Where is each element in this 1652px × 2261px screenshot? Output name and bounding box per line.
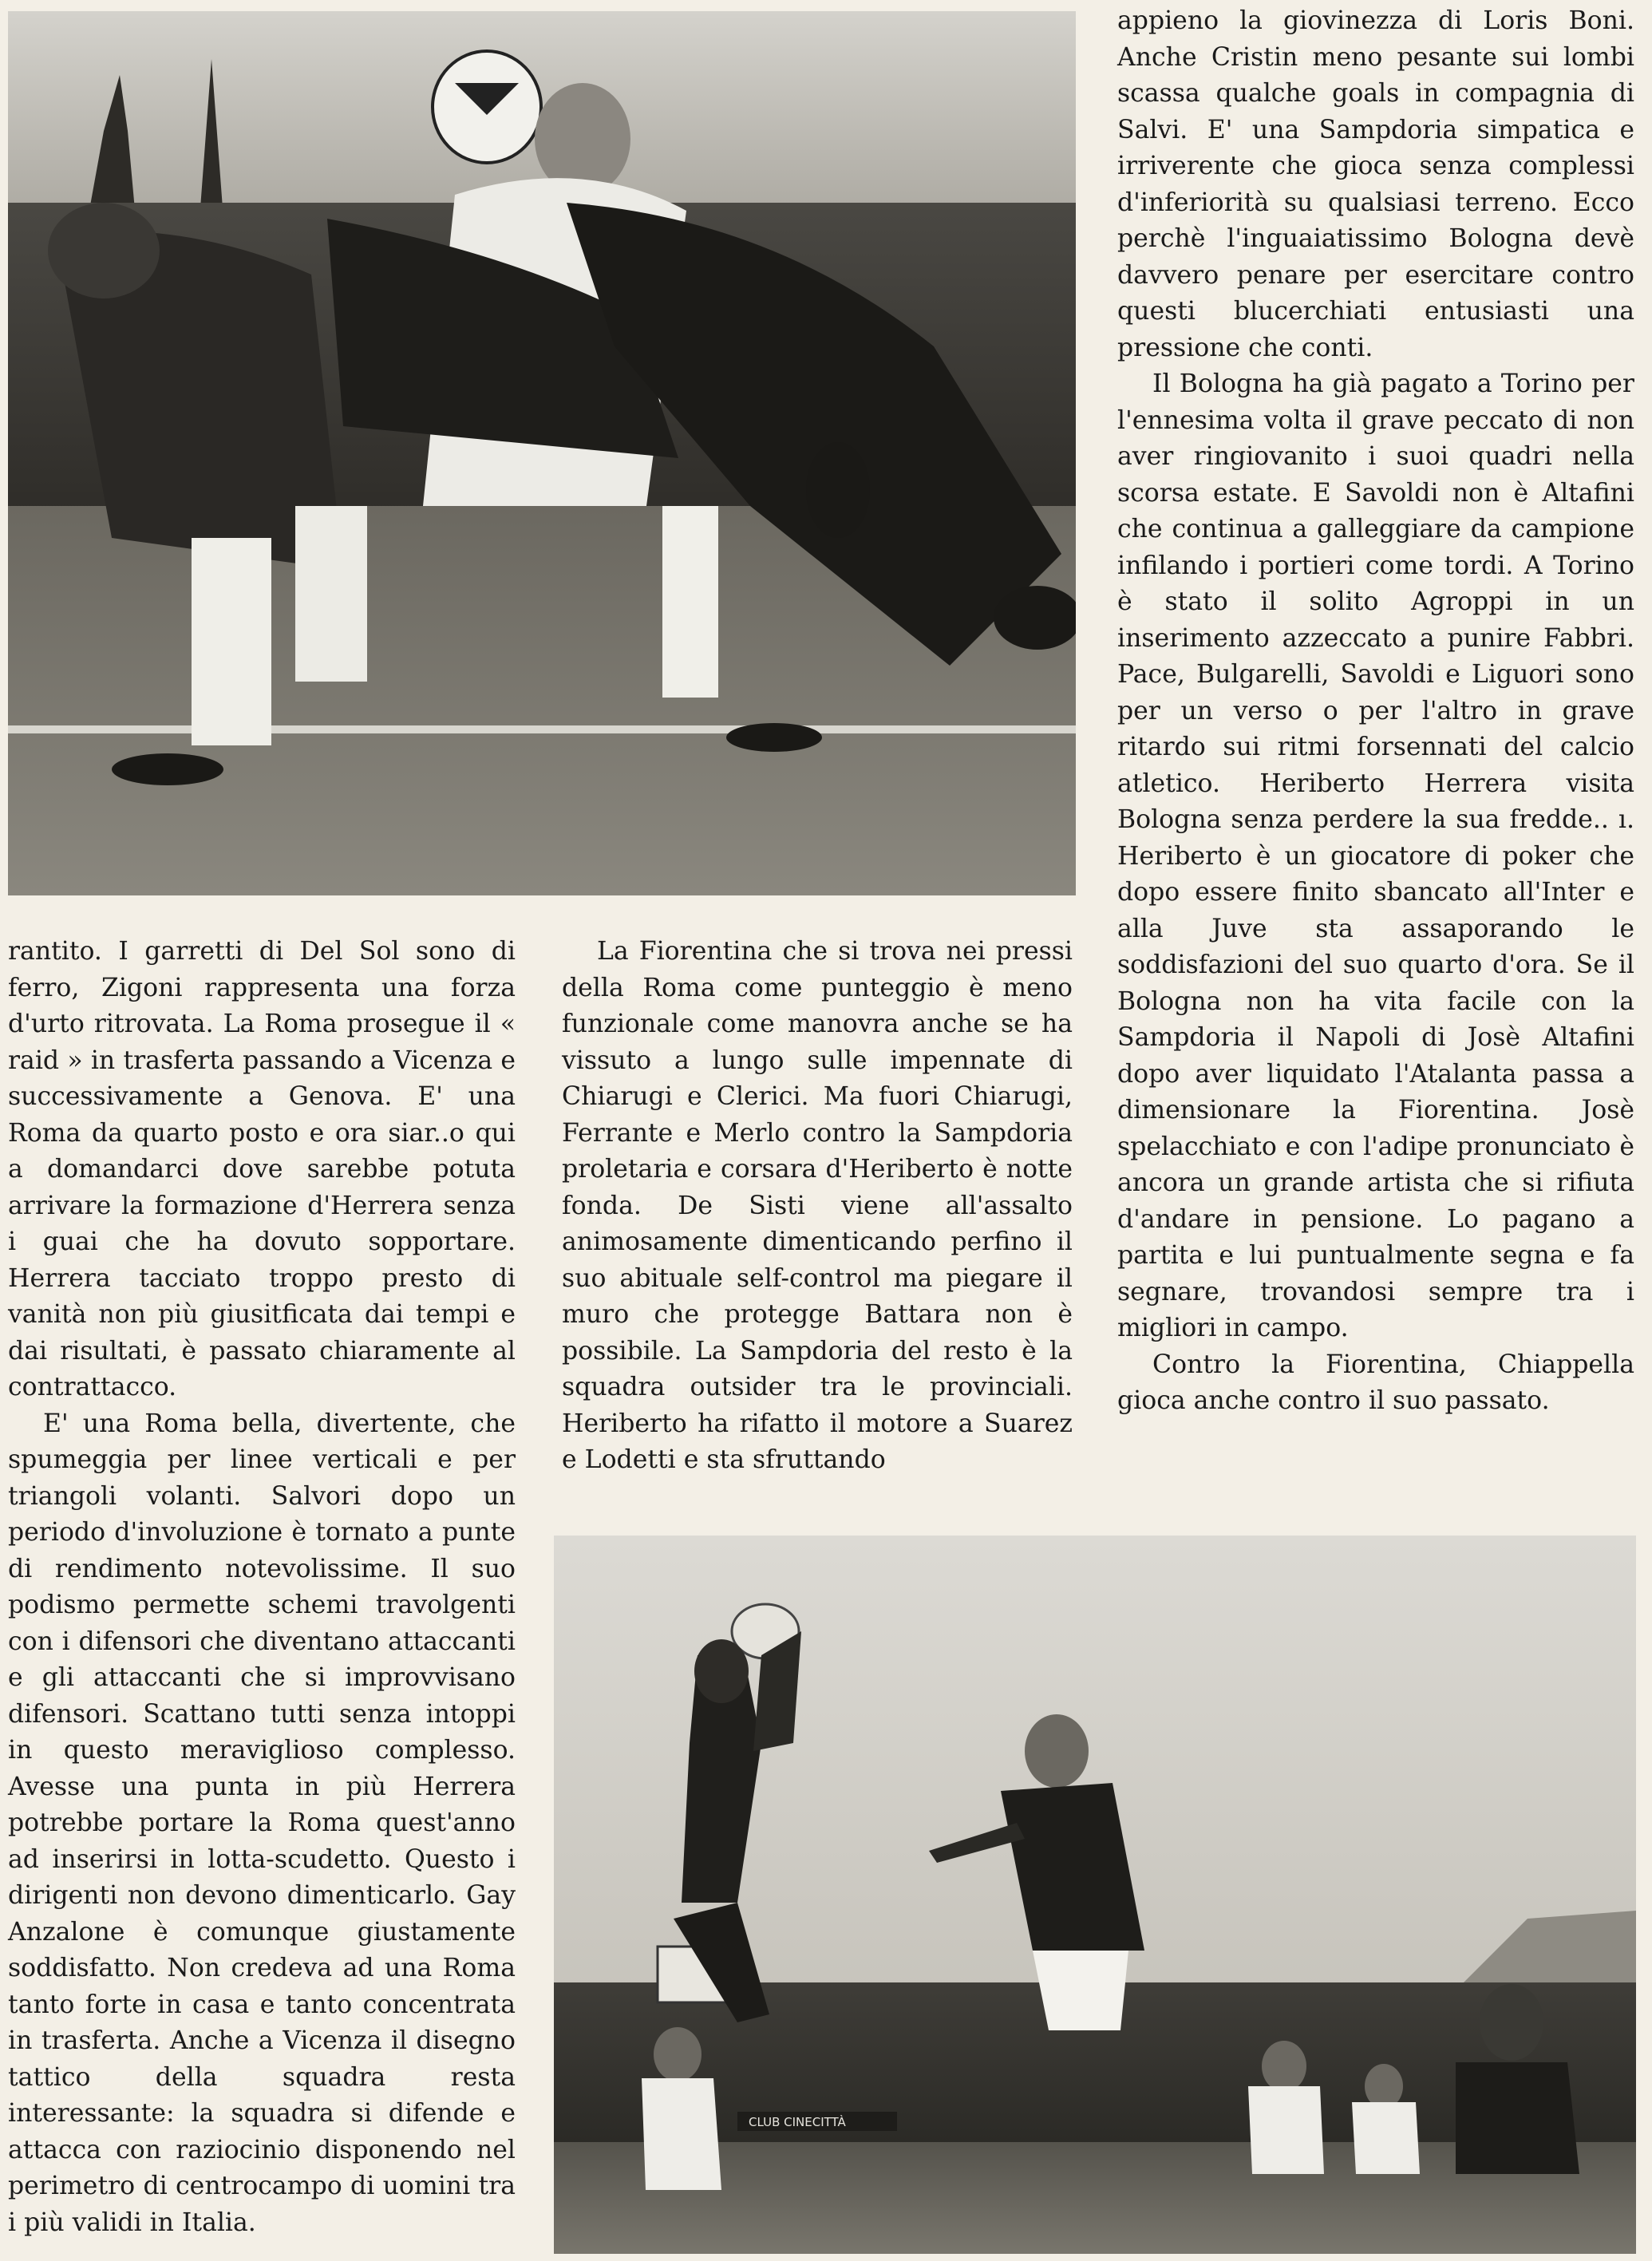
paragraph: appieno la giovinezza di Loris Boni. Anche Cristin meno pesante sui lombi scassa qualche goals in compagnia di Salvi. E' una Sampdoria simpatica e irriverente che gioca senza complessi d'inferiorità su qualsiasi terreno. Ecco perchè l'inguaiatissimo Bologna devè davvero penare per esercitare contro questi blucerchiati entusiasti una pressione che conti. [1117,6,1634,362]
top-left-photo [8,11,1076,895]
paragraph: E' una Roma bella, divertente, che spumeggia per linee verticali e per triangoli volanti. Salvori dopo un periodo d'involuzione è tornato a punte di rendimento notevolissime. Il suo podismo permette schemi travolgenti con i difensori che diventano attaccanti e gli attaccanti che si improvvisano difensori. Scattano tutti senza intoppi in questo meraviglioso complesso. Avesse una punta in più Herrera potrebbe portare la Roma quest'anno ad inserirsi in lotta-scudetto. Questo i dirigenti non devono dimenticarlo. Gay Anzalone è comunque giustamente soddisfatto. Non credeva ad una Roma tanto forte in casa e tanto concentrata in trasferta. Anche a Vicenza il disegno tattico della squadra resta interessante: la squadra si difende e attacca con raziocinio disponendo nel perimetro di centrocampo di uomini tra i più validi in Italia. [8,1409,516,2237]
paragraph: Contro la Fiorentina, Chiappella gioca anche contro il suo passato. [1117,1350,1634,1415]
goalkeeper-catch-photo [554,1536,1636,2254]
paragraph: rantito. I garretti di Del Sol sono di ferro, Zigoni rappresenta una forza d'urto ritrovata. La Roma prosegue il « raid » in trasferta passando a Vicenza e successivamente a Genova. E' una Roma da quarto posto e ora siar..o qui a domandarci dove sarebbe potuta arrivare la formazione d'Herrera senza i guai che ha dovuto sopportare. Herrera tacciato troppo presto di vanità non più giusitficata dai tempi e dai risultati, è passato chiaramente al contrattacco. [8,937,516,1401]
column-left [8,934,516,2241]
column-middle [562,934,1073,1479]
stadium-sign-text: CLUB CINECITTÀ [749,2115,846,2129]
bottom-right-photo [554,1536,1636,2254]
paragraph: La Fiorentina che si trova nei pressi della Roma come punteggio è meno funzionale come manovra anche se ha vissuto a lungo sulle impennate di Chiarugi e Clerici. Ma fuori Chiarugi, Ferrante e Merlo contro la Sampdoria proletaria e corsara d'Heriberto è notte fonda. De Sisti viene all'assalto animosamente dimenticando perfino il suo abituale self-control ma piegare il muro che protegge Battara non è possibile. La Sampdoria del resto è la squadra outsider tra le provinciali. Heriberto ha rifatto il motore a Suarez e Lodetti e sta sfruttando [562,937,1073,1474]
column-right-top [1117,3,1634,1420]
football-header-action-photo [8,11,1076,895]
paragraph: Il Bologna ha già pagato a Torino per l'ennesima volta il grave peccato di non aver ringiovanito i suoi quadri nella scorsa estate. E Savoldi non è Altafini che continua a galleggiare da campione infilando i portieri come tordi. A Torino è stato il solito Agroppi in un inserimento azzeccato a punire Fabbri. Pace, Bulgarelli, Savoldi e Liguori sono per un verso o per l'altro in grave ritardo sui ritmi forsennati del calcio atletico. Heriberto Herrera visita Bologna senza perdere la sua fredde.. ı. Heriberto è un giocatore di poker che dopo essere finito sbancato all'Inter e alla Juve sta assaporando le soddisfazioni del suo quarto d'ora. Se il Bologna non ha vita facile con la Sampdoria il Napoli di Josè Altafini dopo aver liquidato l'Atalanta passa a dimensionare la Fiorentina. Josè spelacchiato e con l'adipe pronunciato è ancora un grande artista che si rifiuta d'andare in pensione. Lo pagano a partita e lui puntualmente segna e fa segnare, trovandosi sempre tra i migliori in campo. [1117,370,1634,1342]
